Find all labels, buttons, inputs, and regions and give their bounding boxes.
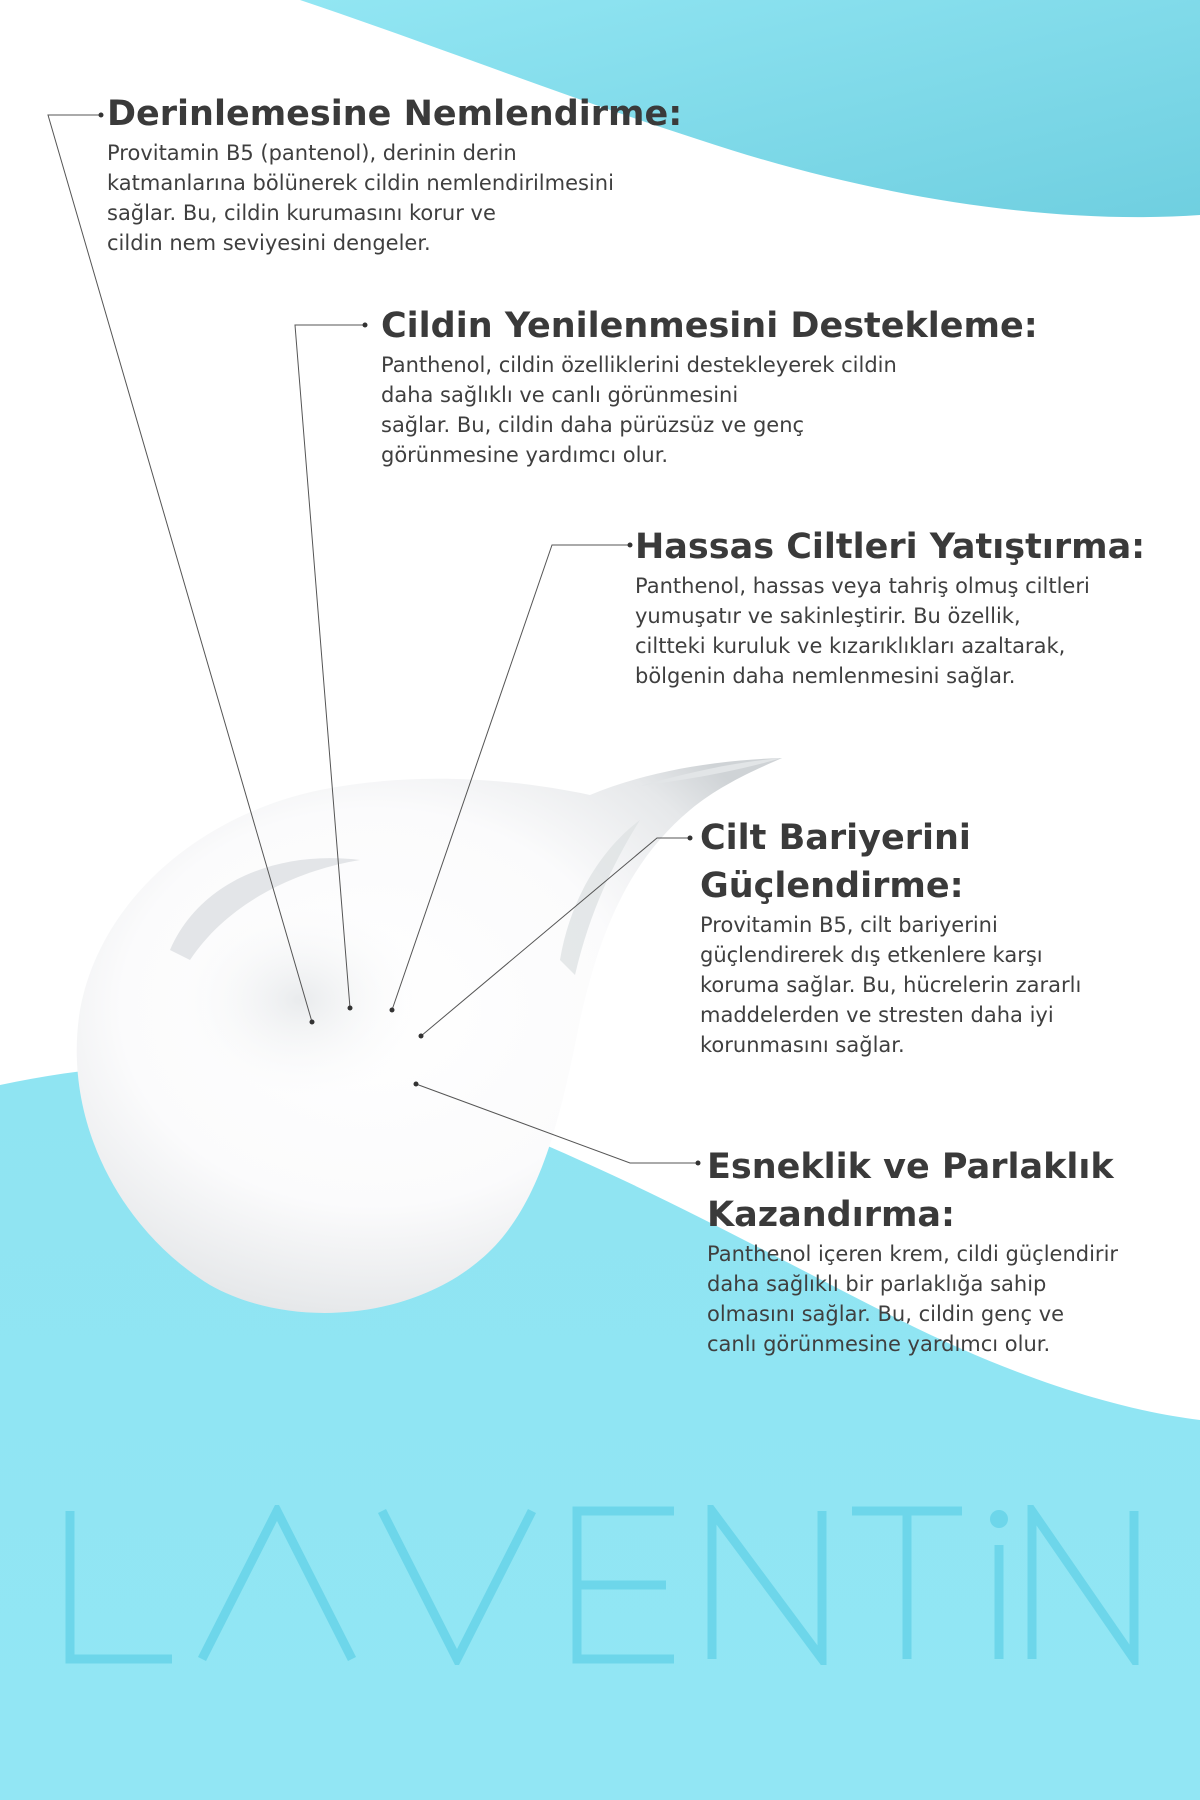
feature-title: Derinlemesine Nemlendirme:	[107, 94, 683, 134]
feature-soothing-sensitive-skin	[635, 523, 1195, 691]
feature-title: Hassas Ciltleri Yatıştırma:	[635, 527, 1146, 567]
feature-description: Provitamin B5, cilt bariyerini güçlendirerek dış etkenlere karşı koruma sağlar. Bu, hücrelerin zararlı maddelerden ve stresten daha iyi korunmasını sağlar.	[700, 913, 1082, 1057]
feature-deep-moisturizing	[107, 90, 747, 258]
feature-title: Esneklik ve Parlaklık Kazandırma:	[707, 1147, 1114, 1235]
feature-description: Panthenol, cildin özelliklerini destekleyerek cildin daha sağlıklı ve canlı görünmesini sağlar. Bu, cildin daha pürüzsüz ve genç görünmesine yardımcı olur.	[381, 353, 897, 467]
laventin-logo-watermark	[62, 1505, 1142, 1665]
feature-skin-barrier	[700, 814, 1180, 1060]
feature-description: Provitamin B5 (pantenol), derinin derin katmanlarına bölünerek cildin nemlendirilmesini sağlar. Bu, cildin kurumasını korur ve cildin nem seviyesini dengeler.	[107, 141, 614, 255]
feature-description: Panthenol içeren krem, cildi güçlendirir daha sağlıklı bir parlaklığa sahip olmasını sağlar. Bu, cildin genç ve canlı görünmesine yardımcı olur.	[707, 1242, 1119, 1356]
feature-title: Cildin Yenilenmesini Destekleme:	[381, 306, 1038, 346]
feature-description: Panthenol, hassas veya tahriş olmuş ciltleri yumuşatır ve sakinleştirir. Bu özellik, ciltteki kuruluk ve kızarıklıkları azaltarak, bölgenin daha nemlenmesini sağlar.	[635, 574, 1090, 688]
feature-skin-renewal	[381, 302, 1101, 470]
feature-title: Cilt Bariyerini Güçlendirme:	[700, 818, 971, 906]
feature-elasticity-radiance	[707, 1143, 1187, 1359]
